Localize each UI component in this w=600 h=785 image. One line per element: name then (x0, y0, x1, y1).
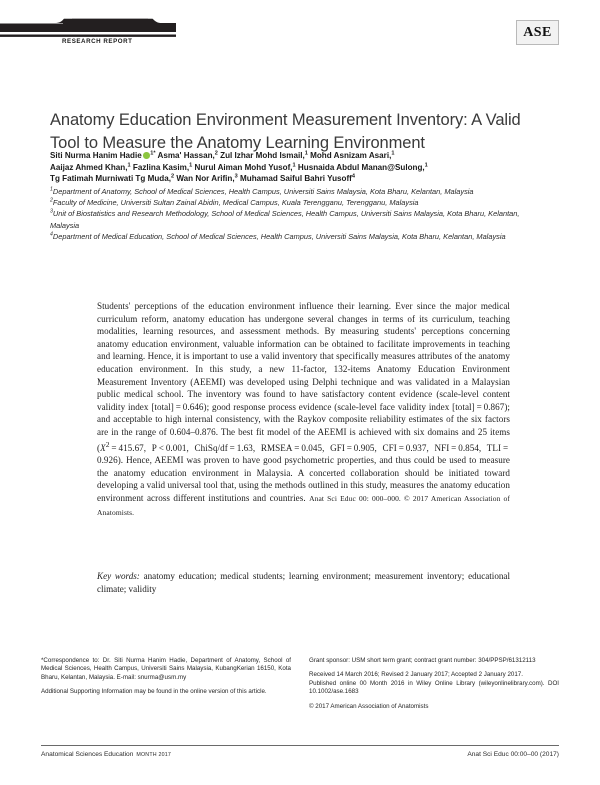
abstract-text (97, 300, 510, 519)
grant-sponsor-note: Grant sponsor: USM short term grant; contract grant number: 304/PPSP/61312113 (309, 657, 536, 664)
affiliation-item (50, 231, 550, 242)
affiliation-text: Unit of Biostatistics and Research Methodology, School of Medical Sciences, Health Campus, Universiti Sains Malaysia, Kota Bharu, Kelantan, Malaysia (50, 209, 520, 230)
affiliation-item (50, 208, 550, 230)
author-name: Zul Izhar Mohd Ismail, (217, 151, 305, 160)
footer-citation: Anat Sci Educ 00:00–00 (2017) (467, 751, 559, 758)
affiliation-marker: 2 (50, 197, 53, 204)
abstract-citation: Anat Sci Educ 00: 000–000. © 2017 American Association of Anatomists. (97, 493, 510, 517)
keywords-text: anatomy education; medical students; learning environment; measurement inventory; educational climate; validity (97, 571, 510, 594)
abstract-body-part-2: Hence, AEEMI was proven to have good psychometric properties, and thus could be used to measure the anatomy education environment in Malaysia. A concerted collaboration should be initiated toward developing a valid universal tool that, using the methods outlined in this study, measures the anatomy education environment across different institutions and countries. (97, 455, 511, 503)
affiliation-text: Faculty of Medicine, Universiti Sultan Zainal Abidin, Medical Campus, Kuala Terengganu, Terengganu, Malaysia (52, 198, 419, 208)
correspondence-note: *Correspondence to: Dr. Siti Nurma Hanim Hadie, Department of Anatomy, School of Medical Sciences, Health Campus, Universiti Sains Malaysia, KubangKerian 16150, Kota Bharu, Kelantan, Malaysia. E-mail: snurma@usm.my (41, 657, 291, 681)
abstract-stat-symbol: X (100, 442, 106, 453)
author-name: Wan Nor Arifin, (174, 174, 235, 184)
author-affil-marker: 2 (214, 150, 218, 157)
abstract-body-part-1: Students' perceptions of the education environment influence their learning. Ever since the major medical curriculum reform, anatomy education has undergone several changes in terms of its curriculum, teaching modalities, learning resources, and assessment methods. By measuring students' perceptions concerning anatomy education environment, valuable information can be obtained to facilitate improvements in teaching and learning. Hence, it is important to use a valid inventory that specifically measures attributes of the anatomy education environment. In this study, a new 11-factor, 132-items Anatomy Education Environment Measurement Inventory (AEEMI) was developed using Delphi technique and was validated in a Malaysian public medical school. The inventory was found to have satisfactory content evidence (scale-level content validity index [total] = 0.646); good response process evidence (scale-level face validity index [total] = 0.867); and acceptable to high internal consistency, with the Raykov composite reliability estimates of the six factors are in the range of 0.604–0.876. The best fit model of the AEEMI is achieved with six domains and 25 items ( (97, 301, 510, 453)
author-name: Tg Fatimah Murniwati Tg Muda, (50, 174, 171, 184)
orcid-icon[interactable] (143, 152, 150, 159)
abstract-stat-exponent: 2 (105, 439, 110, 449)
footnote-column-left (41, 657, 291, 711)
ase-logo-text: ASE (523, 24, 552, 40)
author-name: Siti Nurma Hanim Hadie (50, 151, 142, 160)
author-name: Muhamad Saiful Bahri Yusoff (237, 174, 352, 184)
author-name: Husnaida Abdul Manan@Sulong, (295, 162, 425, 172)
author-affil-marker: 1 (304, 150, 308, 157)
author-affil-marker: 1 (424, 161, 428, 168)
author-affil-marker: 4 (351, 173, 355, 180)
author-affil-marker: 1 (127, 161, 131, 168)
author-name: Asma' Hassan, (155, 151, 215, 160)
author-affil-marker: 2 (170, 173, 175, 180)
received-dates-note (309, 671, 559, 696)
author-affil-marker: 1 (189, 161, 193, 168)
dates-text: Received 14 March 2016; Revised 2 January 2017; Accepted 2 January 2017. (309, 671, 523, 679)
author-line-2 (50, 162, 555, 174)
journal-title: Anatomical Sciences Education (41, 751, 134, 758)
affiliation-item (50, 197, 550, 208)
author-line-3 (50, 173, 555, 185)
journal-issue: MONTH 2017 (136, 752, 172, 758)
copyright-note: © 2017 American Association of Anatomists (309, 702, 429, 710)
footnote-area (41, 657, 559, 711)
affiliation-list (50, 186, 550, 242)
author-name: Aaijaz Ahmed Khan, (50, 162, 128, 172)
footer-divider (41, 745, 559, 746)
affiliation-text: Department of Anatomy, School of Medical Sciences, Health Campus, Universiti Sains Malaysia, Kota Bharu, Kelantan, Malaysia (52, 187, 474, 196)
footnote-column-right (309, 657, 559, 711)
affiliation-item (50, 186, 550, 197)
ase-journal-logo (516, 20, 559, 45)
author-name: Nurul Aiman Mohd Yusof, (192, 162, 293, 172)
author-affil-marker: 1 (292, 161, 296, 168)
author-affil-marker: 1* (150, 150, 156, 157)
author-line-1 (50, 150, 555, 162)
affiliation-marker: 1 (50, 186, 53, 193)
affiliation-text: Department of Medical Education, School of Medical Sciences, Health Campus, Universiti Sains Malaysia, Kota Bharu, Kelantan, Malaysia (52, 231, 506, 241)
banner-shape-graphic (0, 18, 176, 40)
author-name: Fazlina Kasim, (130, 162, 190, 172)
keywords-block (97, 570, 510, 595)
author-name: Mohd Asnizam Asari, (307, 151, 392, 160)
banner-label: RESEARCH REPORT (62, 38, 133, 45)
research-report-banner (0, 18, 176, 45)
supporting-information-note: Additional Supporting Information may be found in the online version of this article. (41, 688, 267, 696)
author-affil-marker: 3 (234, 173, 238, 180)
keywords-label: Key words: (97, 571, 140, 581)
published-online-text: Published online 00 Month 2016 in Wiley Online Library (wileyonlinelibrary.com). DOI 10.1002/ase.1683 (309, 679, 559, 696)
author-list (50, 150, 555, 185)
article-title: Anatomy Education Environment Measurement Inventory: A Valid Tool to Measure the Anatomy Learning Environment (50, 111, 521, 153)
page-footer (41, 751, 559, 758)
author-affil-marker: 1 (391, 150, 395, 157)
affiliation-marker: 3 (50, 208, 53, 215)
abstract-stats: = 415.67, P < 0.001, ChiSq/df = 1.63, RMSEA = 0.045, GFI = 0.905, CFI = 0.937, NFI = 0.854, TLI = 0.926). (97, 442, 510, 466)
footer-journal-name (41, 751, 171, 758)
affiliation-marker: 4 (50, 231, 53, 238)
